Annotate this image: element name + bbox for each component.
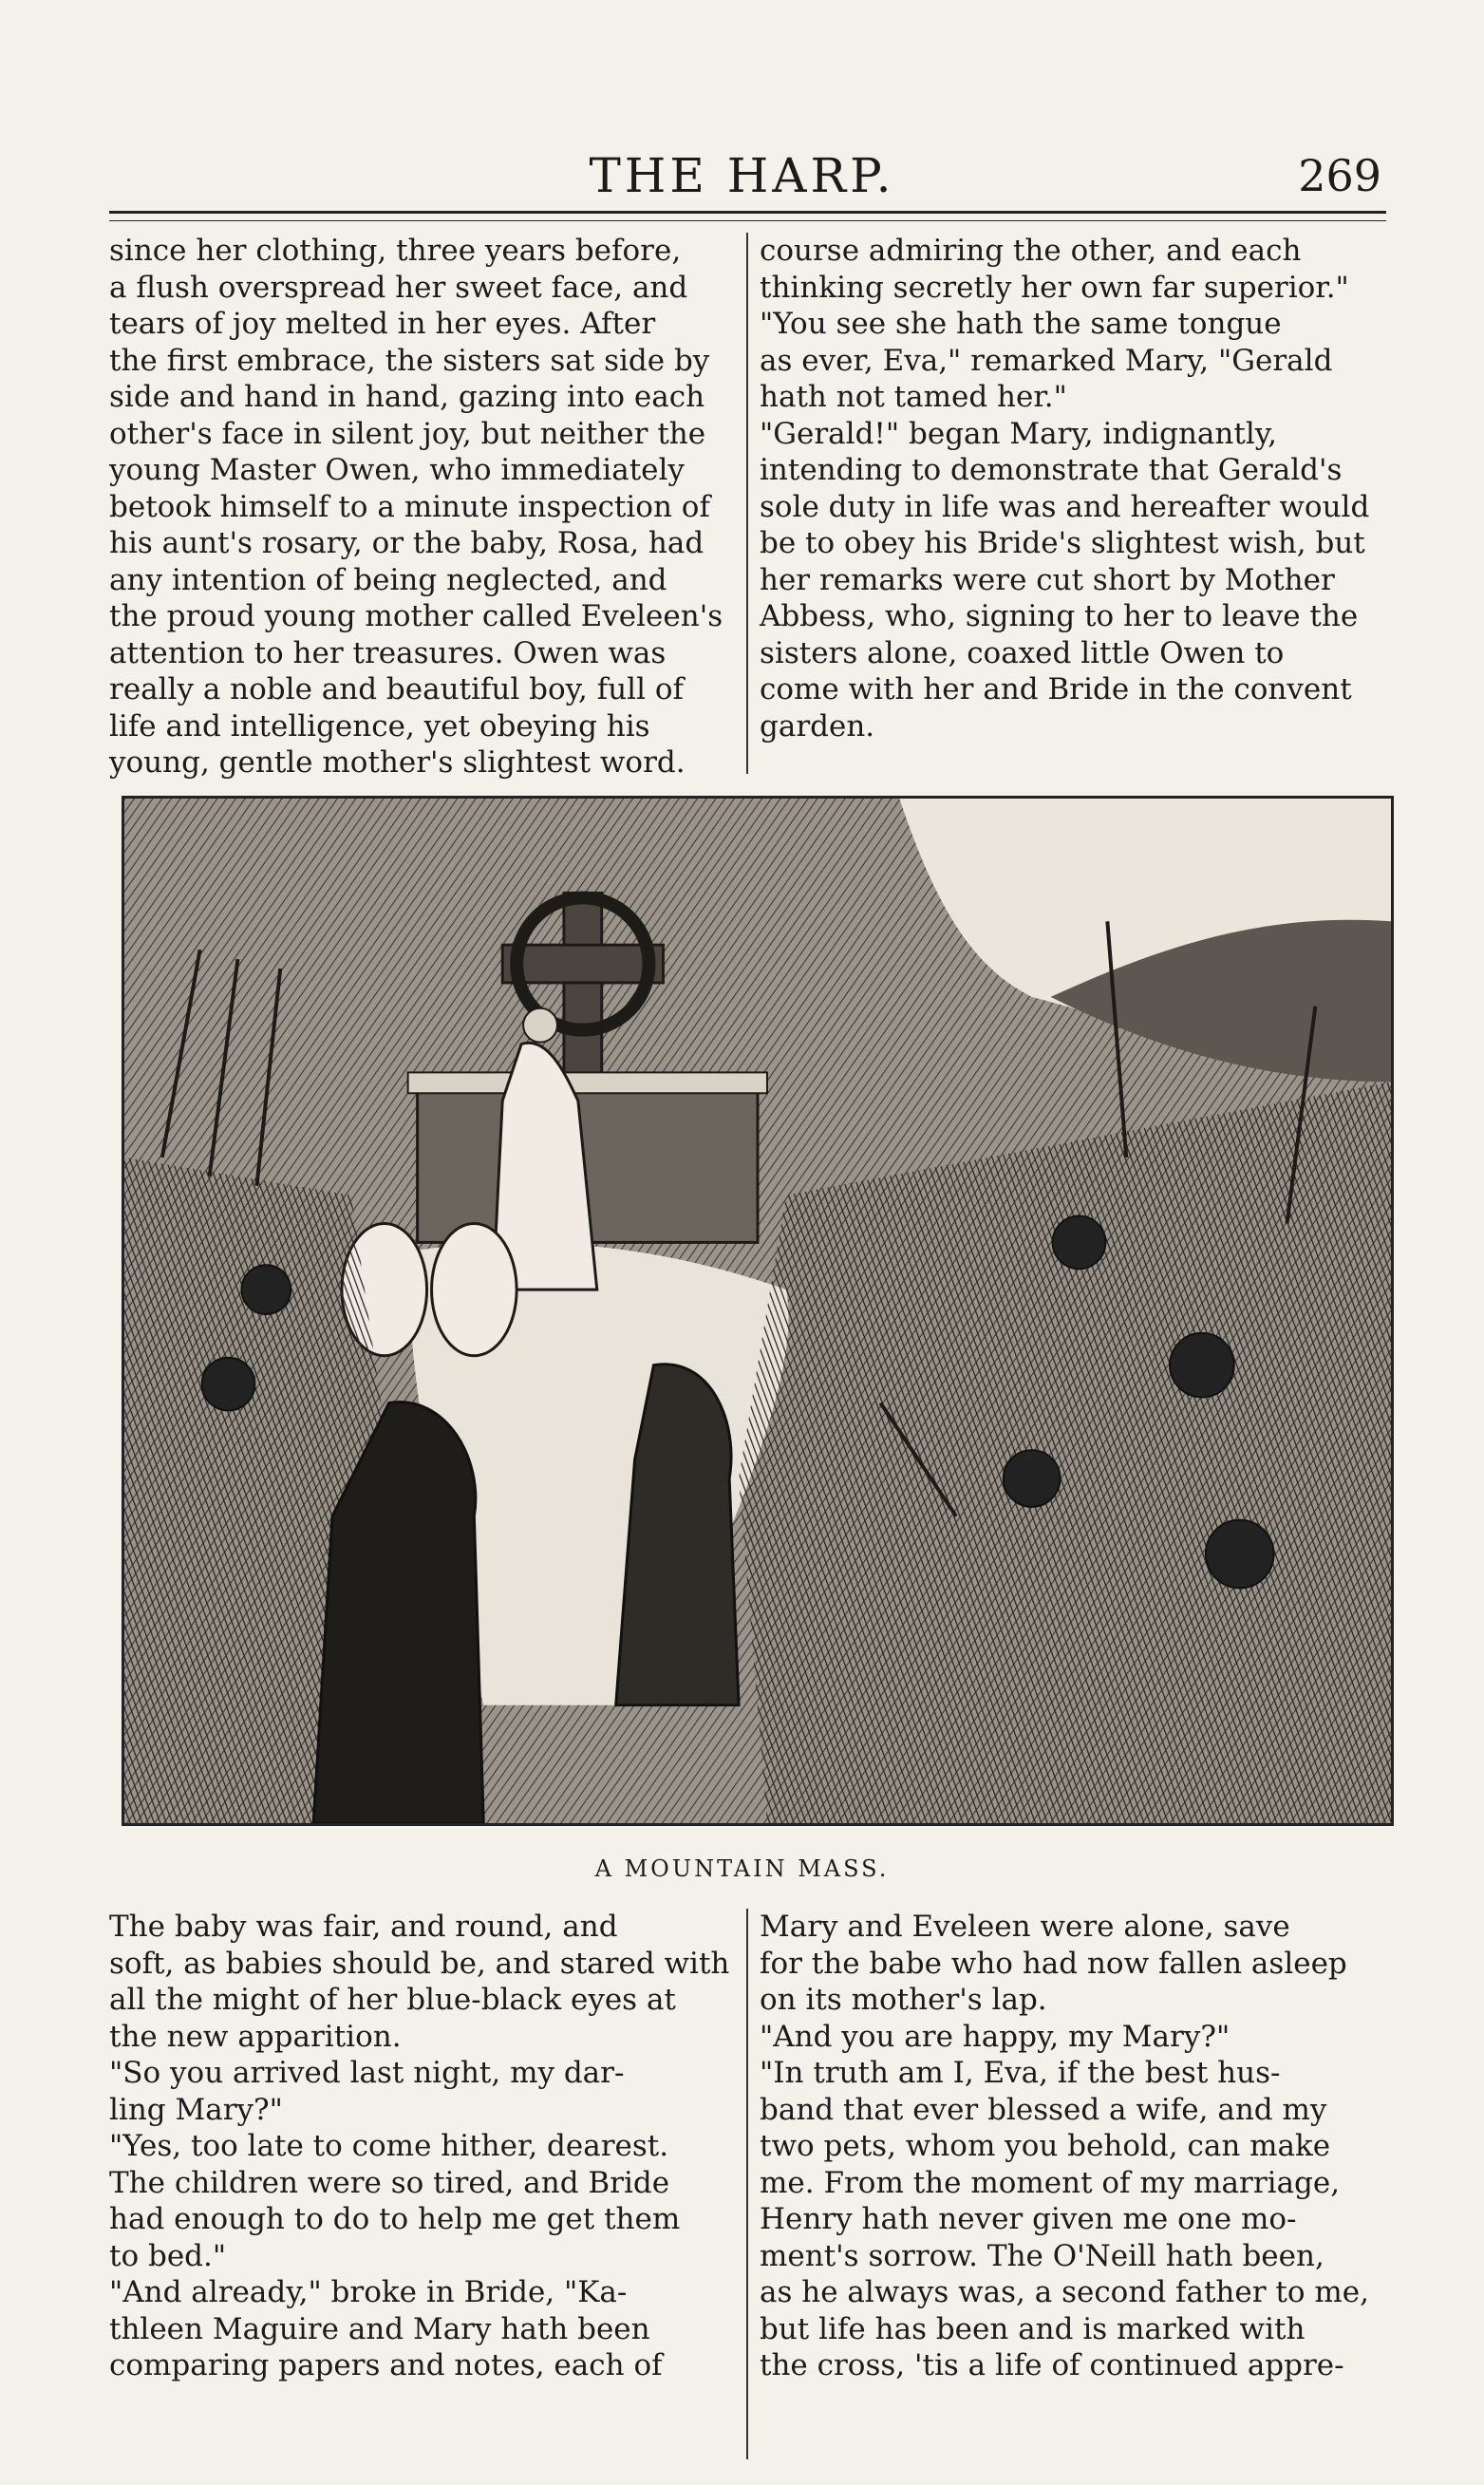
top-left-column: since her clothing, three years before, a flush overspread her sweet face, and tears of joy melted in her eyes. After the first embrace, the sisters sat side by side and hand in hand, gazing into each other's face in silent joy, but neither the young Master Owen, who immediately betook himself to a minute inspection of his aunt's rosary, or the baby, Rosa, had any intention of being neglected, and the proud young mother called Eveleen's attention to her treasures. Owen was really a noble and beautiful boy, full of life and intelligence, yet obeying his young, gentle mother's slightest word. [109, 234, 723, 780]
top-right-column: course admiring the other, and each thinking secretly her own far superior." "You see she hath the same tongue as ever, Eva," remarked Mary, "Gerald hath not tamed her." "Gerald!" began Mary, indignantly, intending to demonstrate that Gerald's sole duty in life was and hereafter would be to obey his Bride's slightest wish, but her remarks were cut short by Mother Abbess, who, signing to her to leave the sisters alone, coaxed little Owen to come with her and Bride in the convent garden. [760, 234, 1370, 744]
bottom-left-column: The baby was fair, and round, and soft, as babies should be, and stared with all the might of her blue-black eyes at the new apparition. "So you arrived last night, my dar- ling Mary?" "Yes, too late to come hither, dearest. The children were so tired, and Bride had enough to do to help me get them to bed." "And already," broke in Bride, "Ka- thleen Maguire and Mary hath been comparing papers and notes, each of [109, 1910, 730, 2382]
bottom-right-column: Mary and Eveleen were alone, save for the babe who had now fallen asleep on its mother's lap. "And you are happy, my Mary?" "In truth am I, Eva, if the best hus- band that ever blessed a wife, and my two pets, whom you behold, can make me. From the moment of my marriage, Henry hath never given me one mo- ment's sorrow. The O'Neill hath been, as he always was, a second father to me, but life has been and is marked with the cross, 'tis a life of continued appre- [760, 1910, 1369, 2382]
engraving-illustration [122, 796, 1394, 1826]
running-title: THE HARP. [589, 148, 895, 203]
page-number: 269 [1298, 150, 1381, 201]
running-head [0, 142, 1484, 209]
header-rule-thin [109, 220, 1386, 221]
header-rule [109, 211, 1386, 214]
illustration-caption: A MOUNTAIN MASS. [594, 1855, 890, 1882]
column-divider-bottom [746, 1909, 748, 2459]
mountain-mass-engraving-icon [124, 799, 1391, 1823]
column-divider-top [746, 233, 748, 774]
